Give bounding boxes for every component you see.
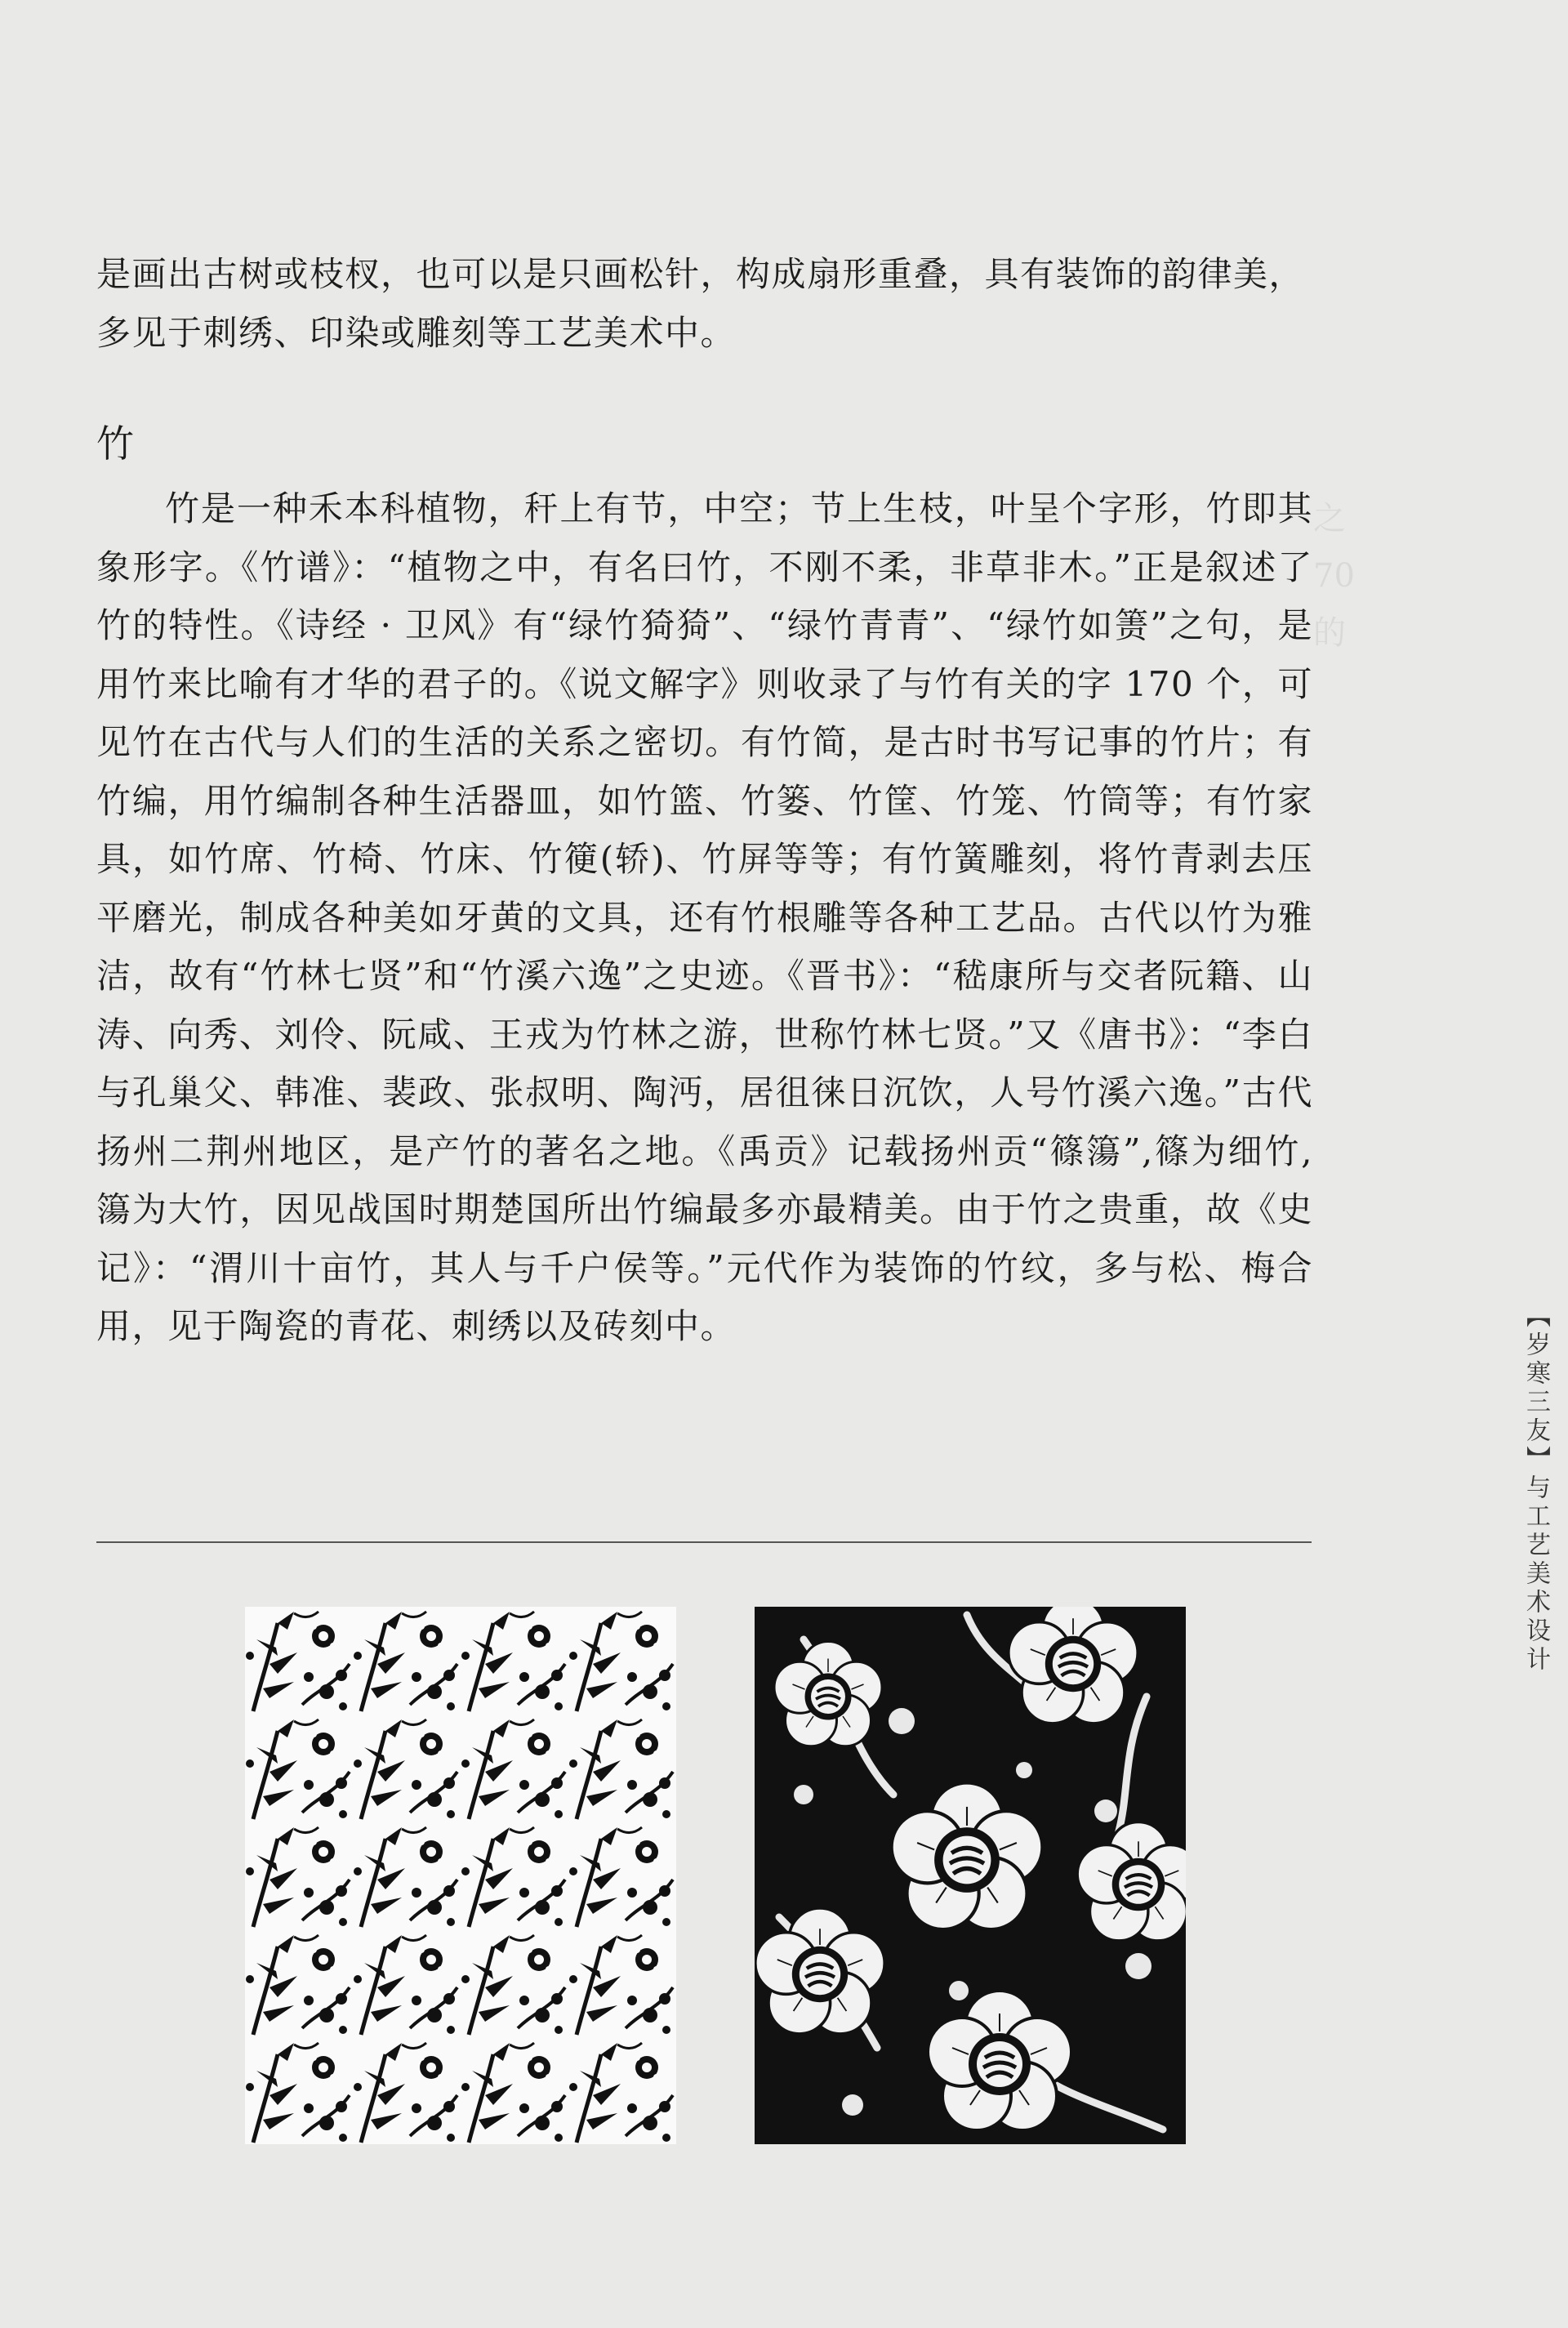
bamboo-pattern-figure xyxy=(245,1607,676,2144)
plum-pattern-image xyxy=(755,1607,1186,2144)
bleed-char: 70 xyxy=(1313,557,1355,595)
bleed-char: 的 xyxy=(1313,614,1346,652)
intro-line: 多见于刺绣、印染或雕刻等工艺美术中。 xyxy=(96,312,737,353)
intro-line: 是画出古树或枝杈，也可以是只画松针，构成扇形重叠，具有装饰的韵律美， xyxy=(96,254,1305,294)
bamboo-paragraph: 竹是一种禾本科植物，秆上有节，中空；节上生枝，叶呈个字形，竹即其象形字。《竹谱》：“植物之中，有名曰竹，不刚不柔，非草非木。”正是叙述了竹的特性。《诗经 · 卫风》有“绿竹猗猗”、“绿竹青青”、“绿竹如箦”之句，是用竹来比喻有才华的君子的。《说文解字》则收录了与竹有关的字 170 个，可见竹在古代与人们的生活的关系之密切。有竹简，是古时书写记事的竹片；有竹编，用竹编制各种生活器皿，如竹篮、竹篓、竹筐、竹笼、竹筒等；有竹家具，如竹席、竹椅、竹床、竹箯(轿)、竹屏等等；有竹簧雕刻，将竹青剥去压平磨光，制成各种美如牙黄的文具，还有竹根雕等各种工艺品。古代以竹为雅洁，故有“竹林七贤”和“竹溪六逸”之史迹。《晋书》：“嵇康所与交者阮籍、山涛、向秀、刘伶、阮咸、王戎为竹林之游，世称竹林七贤。”又《唐书》：“李白与孔巢父、韩准、裴政、张叔明、陶沔，居徂徕日沉饮，人号竹溪六逸。”古代扬州二荆州地区，是产竹的著名之地。《禹贡》记载扬州贡“篠簜”,篠为细竹,簜为大竹，因见战国时期楚国所出竹编最多亦最精美。由于竹之贵重，故《史记》：“渭川十亩竹，其人与千户侯等。”元代作为装饰的竹纹，多与松、梅合用，见于陶瓷的青花、刺绣以及砖刻中。 xyxy=(96,488,1313,1346)
plum-pattern-figure xyxy=(755,1607,1186,2144)
body-text xyxy=(96,245,1313,1356)
bamboo-pattern-image xyxy=(245,1607,676,2144)
running-head: 【岁寒三友】与工艺美术设计 xyxy=(1521,1303,1550,1675)
bleed-through-text xyxy=(1313,490,1355,662)
horizontal-rule xyxy=(96,1541,1312,1543)
bleed-char: 之 xyxy=(1313,500,1346,537)
section-heading: 竹 xyxy=(96,421,136,466)
continued-paragraph xyxy=(96,245,1313,362)
